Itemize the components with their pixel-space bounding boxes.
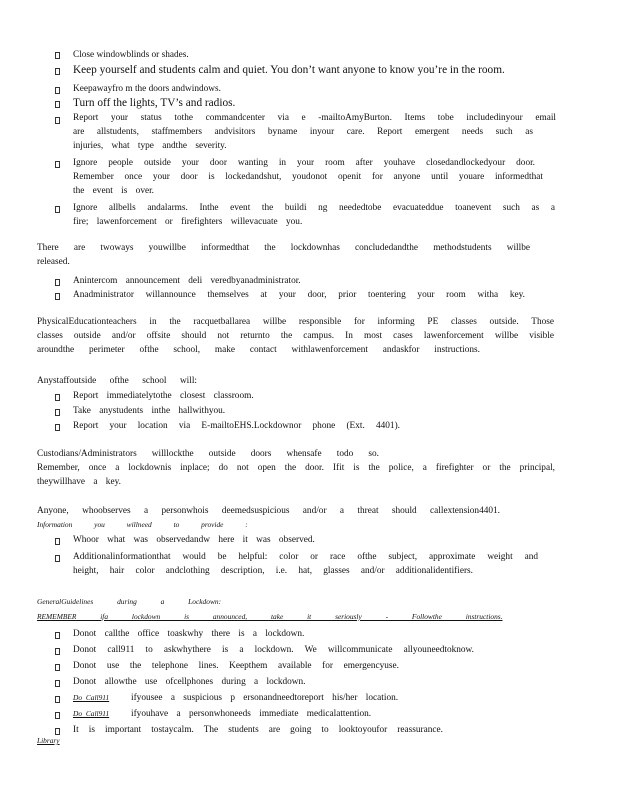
list-item-line: Ignore allbells andalarms. Inthe event the buildi ng neededtobe evacuateddue toanevent such as a (73, 203, 555, 213)
bullet-icon (55, 631, 60, 641)
paragraph-line: PhysicalEducationteachers in the racquetballarea willbe responsible for informing PE classes outside. Those (37, 317, 554, 327)
remember-line: REMEMBER ifa lockdown is announced, take it seriously - Followthe instructions. (37, 612, 503, 621)
list-item: Additionalinformationthat would be helpful: color or race ofthe subject, approximate weight and (73, 552, 538, 562)
bullet-icon (55, 67, 60, 77)
bullet-icon (55, 160, 60, 170)
bullet-icon (55, 86, 60, 96)
bullet-icon (55, 711, 60, 721)
paragraph-line: classes outside and/or offsite should not returnto the campus. In most cases lawenforcement willbe visible (37, 331, 554, 341)
list-item: Take anystudents inthe hallwithyou. (73, 406, 226, 416)
list-item: Keep yourself and students calm and quiet. You don’t want anyone to know you’re in the room. (73, 64, 505, 76)
paragraph-line: Remember, once a lockdownis inplace; do not open the door. Ifit is the police, a firefighter or the principal, (37, 463, 555, 473)
section-heading: GeneralGuidelines during a Lockdown: (37, 597, 222, 606)
do-call-label: Do Call911 (73, 709, 110, 718)
bullet-icon (55, 393, 60, 403)
do-call-text: ifyousee a suspicious p ersonandneedtoreport his/her location. (131, 693, 399, 703)
info-label: Information you willneed to provide : (37, 520, 248, 529)
bullet-icon (55, 100, 60, 110)
bullet-icon (55, 116, 60, 126)
bullet-icon (55, 278, 60, 288)
list-item: Donot allowthe use ofcellphones during a lockdown. (73, 677, 306, 687)
list-item: Report immediatelytothe closest classroom. (73, 391, 254, 401)
list-item: Anintercom announcement deli veredbyanadministrator. (73, 276, 301, 286)
bullet-icon (55, 679, 60, 689)
bullet-icon (55, 537, 60, 547)
list-item: Anadministrator willannounce themselves at your door, prior toentering your room witha key. (73, 290, 525, 300)
list-item-line: are allstudents, staffmembers andvisitors byname inyour care. Report emergent needs such as (73, 127, 533, 137)
list-item: Turn off the lights, TV’s and radios. (73, 97, 236, 109)
paragraph-line: theywillhave a key. (37, 477, 121, 487)
list-item: Whoor what was observedandw here it was observed. (73, 535, 315, 545)
list-item-line: height, hair color andclothing description, i.e. hat, glasses and/or additionalidentifiers. (73, 566, 473, 576)
do-call-text: ifyouhave a personwhoneeds immediate medicalattention. (131, 709, 372, 719)
list-item: Donot call911 to askwhythere is a lockdown. We willcommunicate allyouneedtoknow. (73, 645, 474, 655)
list-item-line: the event is over. (73, 186, 154, 196)
bullet-icon (55, 408, 60, 418)
section-heading: Anystaffoutside ofthe school will: (37, 376, 197, 386)
bullet-icon (55, 292, 60, 302)
list-item-line: Ignore people outside your door wanting in your room after youhave closedandlockedyour door. (73, 158, 535, 168)
bullet-icon (55, 205, 60, 215)
bullet-icon (55, 647, 60, 657)
list-item: Close windowblinds or shades. (73, 50, 189, 60)
bullet-icon (55, 554, 60, 564)
list-item: Donot callthe office toaskwhy there is a lockdown. (73, 629, 305, 639)
list-item-line: fire; lawenforcement or firefighters willevacuate you. (73, 217, 303, 227)
paragraph-line: Anyone, whoobserves a personwhois deemedsuspicious and/or a threat should callextension4401. (37, 506, 500, 516)
paragraph-line: released. (37, 257, 70, 267)
list-item (73, 708, 371, 721)
list-item: Report your location via E-mailtoEHS.Lockdownor phone (Ext. 4401). (73, 421, 400, 431)
library-heading: Library (37, 736, 60, 745)
list-item-line: Report your status tothe commandcenter via e -mailtoAmyBurton. Items tobe includedinyour email (73, 113, 556, 123)
do-call-label: Do Call911 (73, 693, 110, 702)
paragraph-line: Custodians/Administrators willlockthe outside doors whensafe todo so. (37, 449, 379, 459)
bullet-icon (55, 663, 60, 673)
list-item: It is important tostaycalm. The students are going to looktoyoufor reassurance. (73, 725, 443, 735)
bullet-icon (55, 423, 60, 433)
bullet-icon (55, 695, 60, 705)
bullet-icon (55, 51, 60, 61)
paragraph-line: There are twoways youwillbe informedthat the lockdownhas concludedandthe methodstudents willbe (37, 243, 530, 253)
list-item: Keepawayfro m the doors andwindows. (73, 84, 221, 94)
list-item (73, 692, 398, 705)
paragraph-line: aroundthe perimeter ofthe school, make contact withlawenforcement andaskfor instructions. (37, 345, 480, 355)
list-item-line: injuries, what type andthe severity. (73, 141, 227, 151)
list-item-line: Remember once your door is lockedandshut, youdonot openit for anyone until youare informedthat (73, 172, 543, 182)
list-item: Donot use the telephone lines. Keepthem available for emergencyuse. (73, 661, 399, 671)
